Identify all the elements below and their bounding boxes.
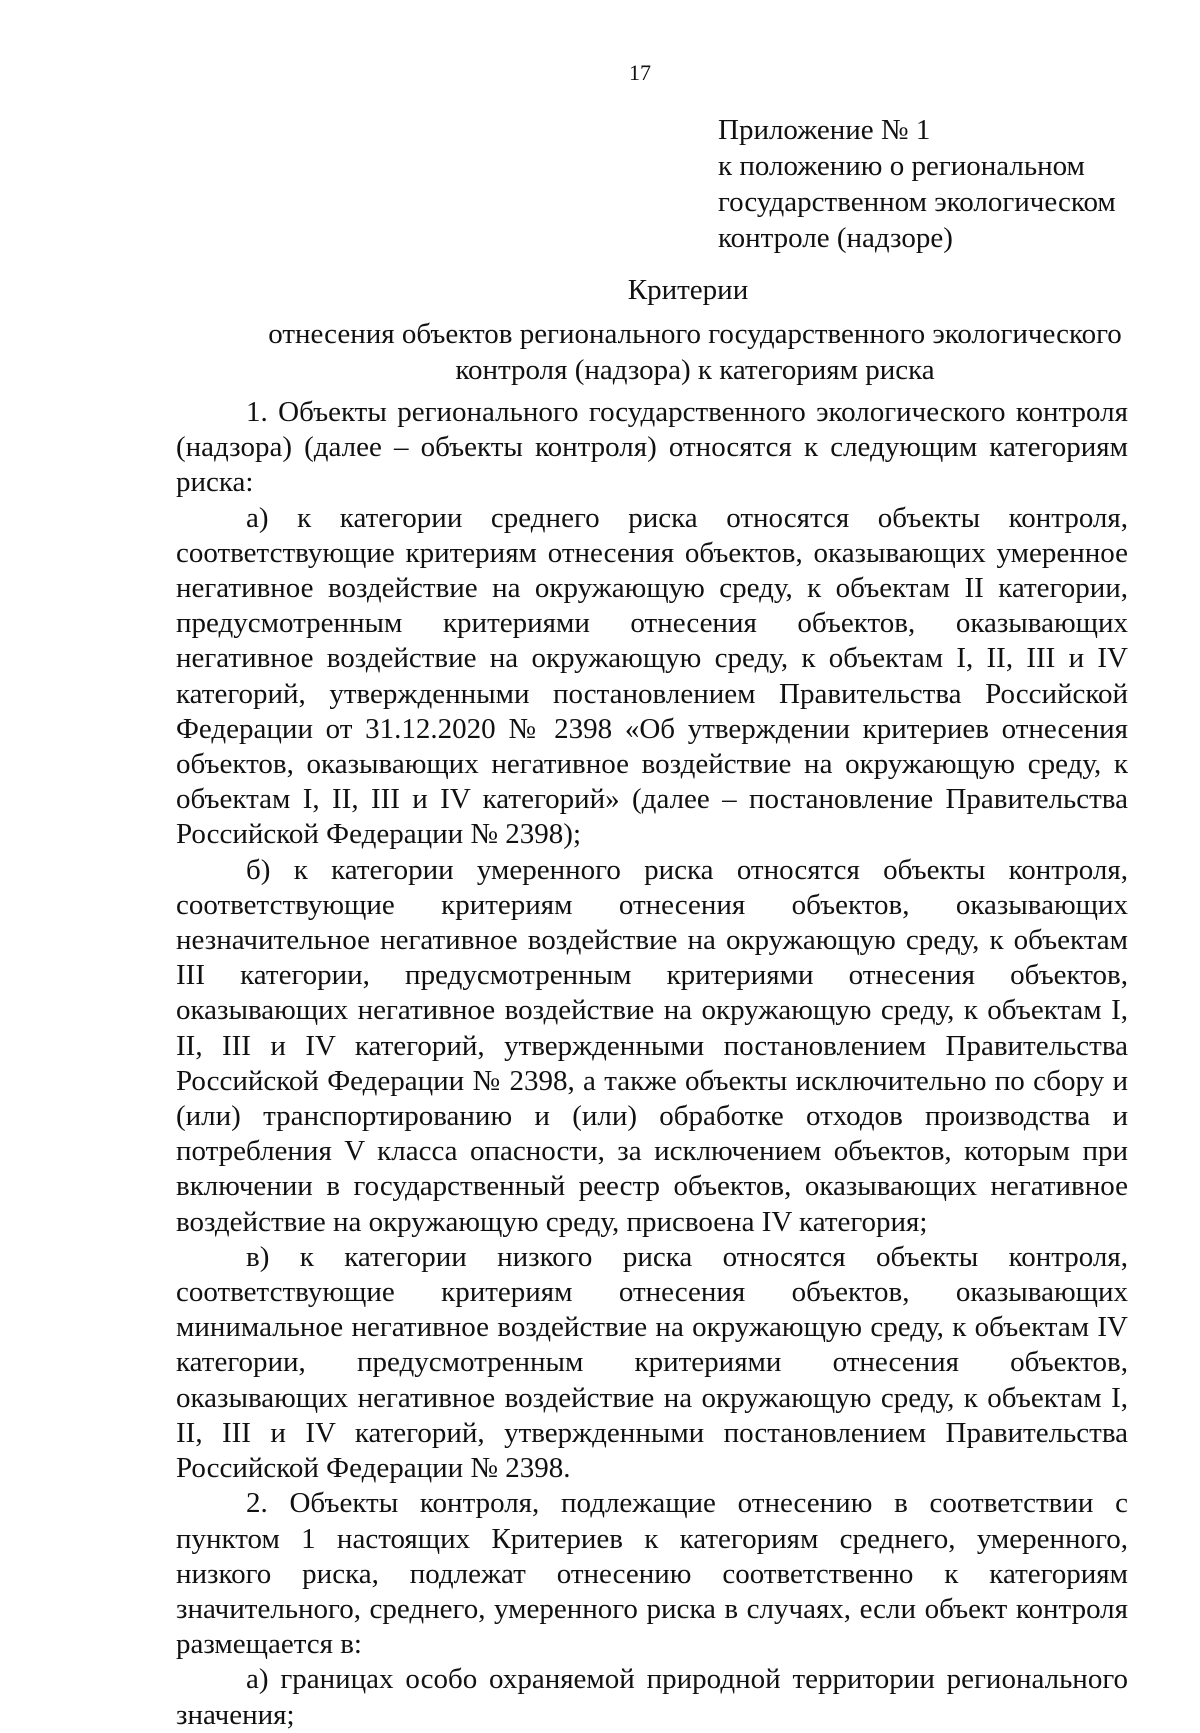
document-body (176, 395, 1128, 1733)
document-subtitle (230, 316, 1160, 388)
document-title: Критерии (627, 274, 749, 306)
paragraph-1: 1. Объекты регионального государственного экологического контроля (надзора) (далее – объекты контроля) относятся к следующим категориям риска: (176, 396, 1128, 499)
annex-header (718, 112, 1158, 256)
annex-line: к положению о региональном (718, 150, 1085, 182)
paragraph-1a: а) к категории среднего риска относятся объекты контроля, соответствующие критериям отнесения объектов, оказывающих умеренное негативное воздействие на окружающую среду, к объектам II категории, предусмотренным критериями отнесения объектов, оказывающих негативное воздействие на окружающую среду, к объектам I, II, III и IV категорий, утвержденными постановлением Правительства Российской Федерации от 31.12.2020 № 2398 «Об утверждении критериев отнесения объектов, оказывающих негативное воздействие на окружающую среду, к объектам I, II, III и IV категорий» (далее – постановление Правительства Российской Федерации № 2398); (176, 501, 1128, 851)
paragraph-2: 2. Объекты контроля, подлежащие отнесению в соответствии с пунктом 1 настоящих Критериев к категориям среднего, умеренного, низкого риска, подлежат отнесению соответственно к категориям значительного, среднего, умеренного риска в случаях, если объект контроля размещается в: (176, 1487, 1128, 1661)
paragraph-2a: а) границах особо охраняемой природной территории регионального значения; (176, 1663, 1128, 1731)
page-number: 17 (629, 60, 651, 85)
annex-line: государственном экологическом (718, 186, 1116, 218)
paragraph-1b: б) к категории умеренного риска относятся объекты контроля, соответствующие критериям отнесения объектов, оказывающих незначительное негативное воздействие на окружающую среду, к объектам III категории, предусмотренным критериями отнесения объектов, оказывающих негативное воздействие на окружающую среду, к объектам I, II, III и IV категорий, утвержденными постановлением Правительства Российской Федерации № 2398, а также объекты исключительно по сбору и (или) транспортированию и (или) обработке отходов производства и потребления V класса опасности, за исключением объектов, которым при включении в государственный реестр объектов, оказывающих негативное воздействие на окружающую среду, присвоена IV категория; (176, 853, 1128, 1238)
annex-line: Приложение № 1 (718, 114, 931, 146)
subtitle-line: контроля (надзора) к категориям риска (455, 354, 935, 386)
annex-line: контроле (надзоре) (718, 222, 953, 254)
subtitle-line: отнесения объектов регионального государственного экологического (268, 318, 1122, 350)
paragraph-1c: в) к категории низкого риска относятся объекты контроля, соответствующие критериям отнесения объектов, оказывающих минимальное негативное воздействие на окружающую среду, к объектам IV категории, предусмотренным критериями отнесения объектов, оказывающих негативное воздействие на окружающую среду, к объектам I, II, III и IV категорий, утвержденными постановлением Правительства Российской Федерации № 2398. (176, 1240, 1128, 1485)
